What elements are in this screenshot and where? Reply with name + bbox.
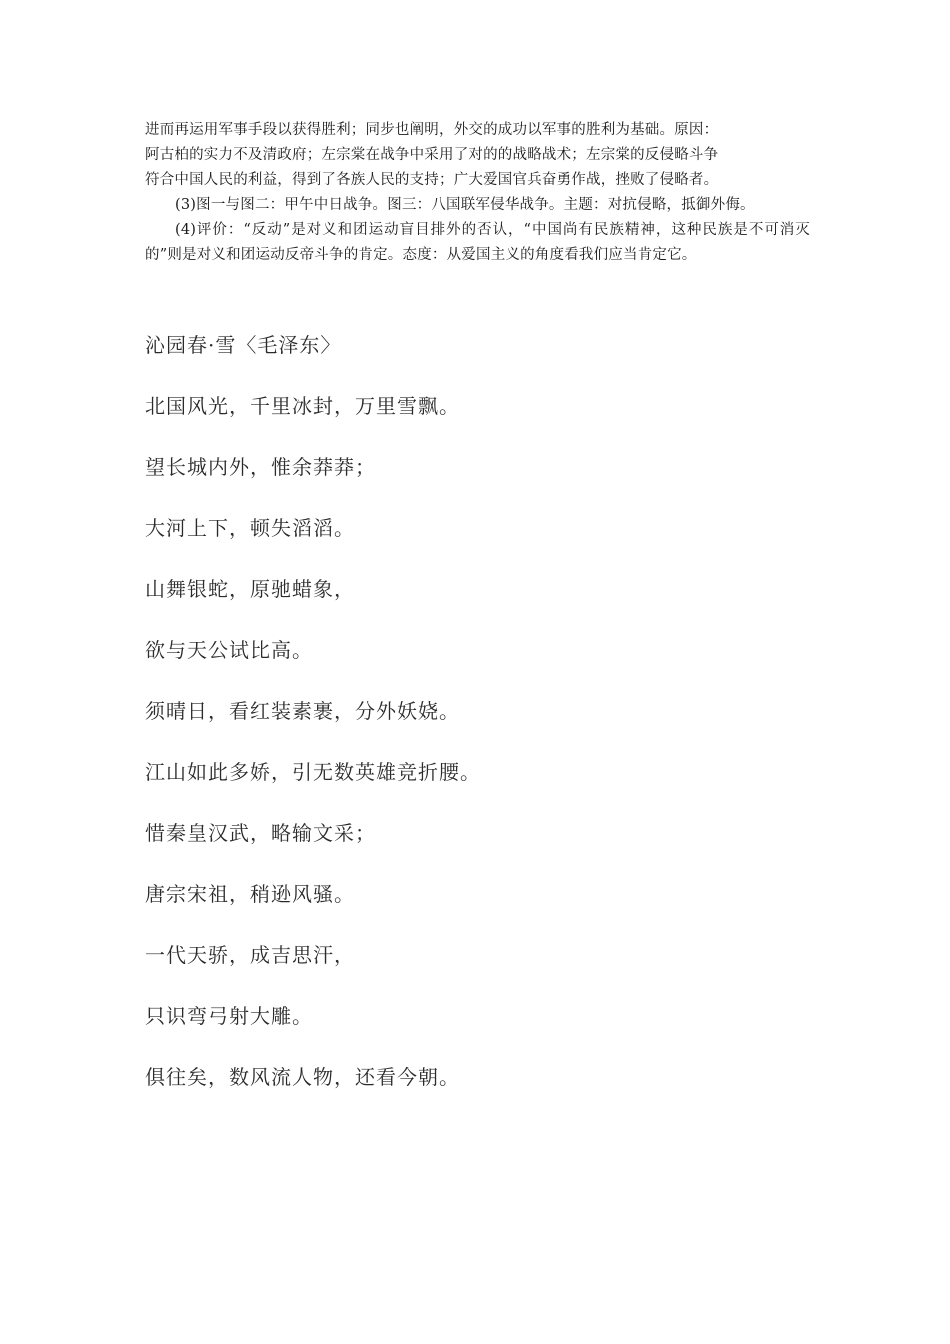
answer-paragraph-1-line-2: 阿古柏的实力不及清政府；左宗棠在战争中采用了对的的战略战术；左宗棠的反侵略斗争 bbox=[145, 147, 719, 163]
poem-line: 须晴日，看红装素裹，分外妖娆。 bbox=[145, 699, 460, 723]
answer-section bbox=[145, 118, 810, 268]
poem-line: 北国风光，千里冰封，万里雪飘。 bbox=[145, 394, 460, 418]
poem-line: 惜秦皇汉武，略输文采； bbox=[145, 821, 376, 845]
poem-title: 沁园春·雪〈毛泽东〉 bbox=[145, 333, 342, 357]
poem-line: 一代天骄，成吉思汗， bbox=[145, 943, 355, 967]
poem-line: 俱往矣，数风流人物，还看今朝。 bbox=[145, 1065, 460, 1089]
poem-line: 欲与天公试比高。 bbox=[145, 638, 313, 662]
answer-paragraph-1 bbox=[145, 118, 810, 193]
poem-line: 只识弯弓射大雕。 bbox=[145, 1004, 313, 1028]
answer-paragraph-1-line-1: 进而再运用军事手段以获得胜利；同步也阐明，外交的成功以军事的胜利为基础。原因： bbox=[145, 122, 719, 138]
poem-line: 山舞银蛇，原驰蜡象， bbox=[145, 577, 355, 601]
poem-line: 唐宗宋祖，稍逊风骚。 bbox=[145, 882, 355, 906]
poem-line: 大河上下，顿失滔滔。 bbox=[145, 516, 355, 540]
poem-lines bbox=[145, 391, 845, 1092]
poem-line: 望长城内外，惟余莽莽； bbox=[145, 455, 376, 479]
answer-paragraph-1-line-3: 符合中国人民的利益，得到了各族人民的支持；广大爱国官兵奋勇作战，挫败了侵略者。 bbox=[145, 172, 719, 188]
answer-paragraph-2: (3)图一与图二：甲午中日战争。图三：八国联军侵华战争。主题：对抗侵略，抵御外侮。 bbox=[175, 197, 755, 213]
answer-paragraph-3: (4)评价：“反动”是对义和团运动盲目排外的否认，“中国尚有民族精神，这种民族是不可消灭的”则是对义和团运动反帝斗争的肯定。态度：从爱国主义的角度看我们应当肯定它。 bbox=[145, 222, 810, 263]
poem-section bbox=[145, 330, 845, 1092]
poem-line: 江山如此多娇，引无数英雄竞折腰。 bbox=[145, 760, 481, 784]
